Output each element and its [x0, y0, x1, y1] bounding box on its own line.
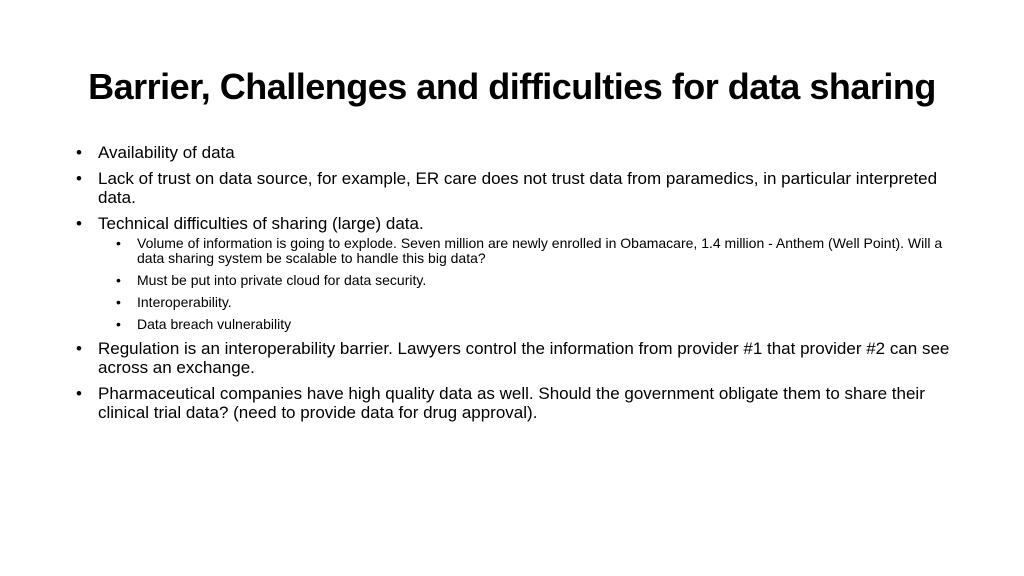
slide-title: Barrier, Challenges and difficulties for data sharing [88, 66, 936, 107]
sub-bullet-item [116, 317, 956, 332]
bullet-text: Technical difficulties of sharing (large) data. [98, 214, 424, 233]
bullet-text: Availability of data [98, 143, 235, 162]
bullet-item [76, 339, 956, 377]
slide-content [76, 143, 956, 429]
sub-bullet-item [116, 273, 956, 288]
sub-bullet-text: Data breach vulnerability [137, 316, 292, 332]
sub-bullet-text: Volume of information is going to explode. Seven million are newly enrolled in Obamacare, 1.4 million - Anthem (Well Point). Will a data sharing system be scalable to handle this big data? [137, 235, 943, 266]
sub-bullet-item [116, 295, 956, 310]
sub-bullet-text: Interoperability. [137, 294, 232, 310]
sub-bullet-list [98, 236, 956, 332]
bullet-text: Regulation is an interoperability barrier. Lawyers control the information from provider #1 that provider #2 can see across an exchange. [98, 339, 950, 377]
bullet-text: Pharmaceutical companies have high quality data as well. Should the government obligate them to share their clinical trial data? (need to provide data for drug approval). [98, 384, 925, 422]
bullet-list [76, 143, 956, 422]
sub-bullet-item [116, 236, 956, 266]
bullet-item [76, 169, 956, 207]
bullet-item [76, 384, 956, 422]
bullet-text: Lack of trust on data source, for example, ER care does not trust data from paramedics, in particular interpreted data. [98, 169, 938, 207]
bullet-item [76, 143, 956, 162]
bullet-item [76, 214, 956, 332]
sub-bullet-text: Must be put into private cloud for data security. [137, 272, 427, 288]
